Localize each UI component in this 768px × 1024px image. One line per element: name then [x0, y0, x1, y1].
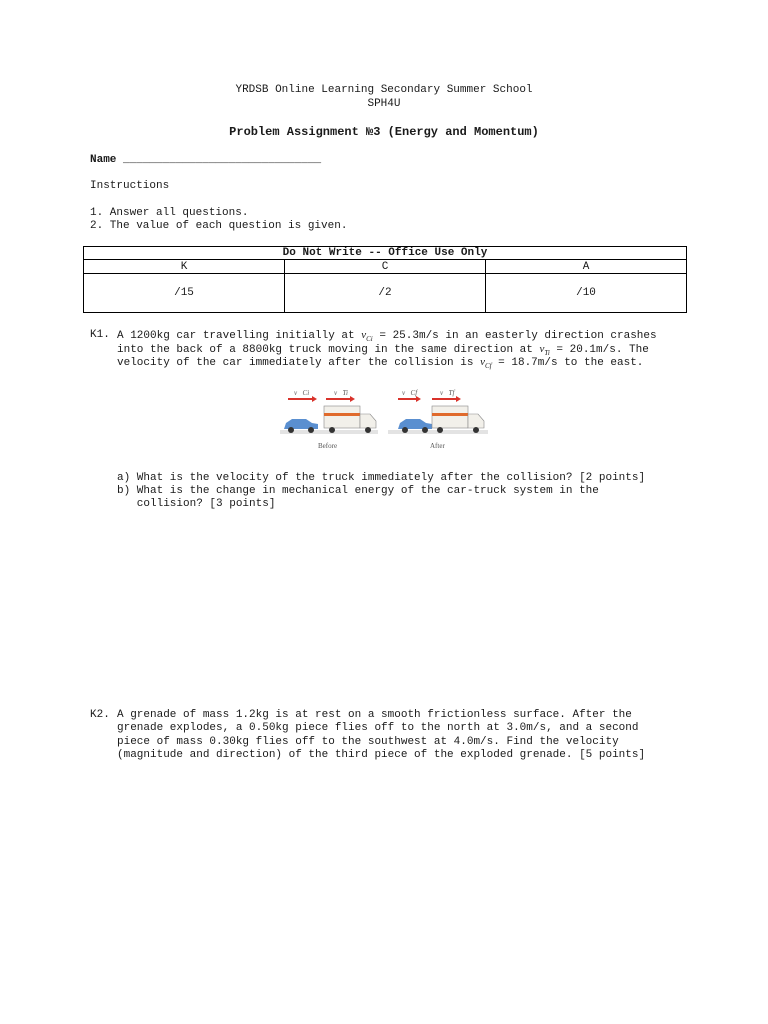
after-label: After	[430, 442, 445, 450]
question-k1-number: K1.	[90, 329, 110, 341]
wheel-icon	[308, 427, 314, 433]
question-k1-part-a: a) What is the velocity of the truck immediately after the collision? [2 points]	[117, 472, 646, 484]
question-k2-line: A grenade of mass 1.2kg is at rest on a smooth frictionless surface. After the	[117, 709, 632, 721]
car-icon	[284, 419, 318, 429]
office-table-title: Do Not Write -- Office Use Only	[84, 247, 687, 260]
arrow-label: v⃗Ci	[294, 389, 310, 397]
course-code: SPH4U	[367, 98, 401, 110]
arrow-label: v⃗Cf	[402, 389, 418, 397]
question-k1-part-b-cont: collision? [3 points]	[117, 498, 276, 510]
question-k2-line: grenade explodes, a 0.50kg piece flies off to the north at 3.0m/s, and a second	[117, 722, 639, 734]
before-panel	[280, 389, 378, 450]
wheel-icon	[473, 427, 479, 433]
arrow-icon	[456, 396, 461, 402]
question-k1-line: into the back of a 8800kg truck moving in the same direction at $v_{Ti} = 20.1m/s$. The	[117, 343, 649, 358]
arrow-label: v⃗Tf	[440, 389, 455, 397]
truck-icon	[324, 406, 360, 428]
question-k1-part-b: b) What is the change in mechanical energy of the car-truck system in the	[117, 485, 599, 497]
score-a: /10	[486, 274, 687, 313]
collision-figure	[278, 384, 490, 454]
car-icon	[398, 419, 432, 429]
question-k1-line: A 1200kg car travelling initially at $v_{Ci} = 25.3m/s$ in an easterly direction crashes	[117, 329, 657, 344]
before-label: Before	[318, 442, 338, 450]
question-k1-line: velocity of the car immediately after the collision is $v_{Cf} = 18.7m/s$ to the east.	[117, 356, 644, 371]
instruction-item: 1. Answer all questions.	[90, 207, 249, 219]
instruction-item: 2. The value of each question is given.	[90, 220, 348, 232]
school-name: YRDSB Online Learning Secondary Summer School	[235, 84, 533, 96]
name-label: Name	[90, 154, 117, 166]
arrow-icon	[312, 396, 317, 402]
wheel-icon	[437, 427, 443, 433]
truck-icon	[432, 406, 468, 428]
arrow-label: v⃗Ti	[334, 389, 349, 397]
question-k2-line: (magnitude and direction) of the third piece of the exploded grenade. [5 points]	[117, 749, 646, 761]
road	[280, 430, 378, 434]
name-blank: ______________________________	[123, 154, 322, 166]
name-row	[90, 154, 321, 168]
office-use-table	[83, 246, 687, 313]
truck-cab-icon	[468, 414, 484, 428]
wheel-icon	[288, 427, 294, 433]
wheel-icon	[422, 427, 428, 433]
assignment-title: Problem Assignment №3 (Energy and Momentum)	[229, 125, 539, 139]
column-header-k: K	[84, 260, 285, 274]
question-k2-number: K2.	[90, 709, 110, 721]
truck-cab-icon	[360, 414, 376, 428]
arrow-icon	[350, 396, 355, 402]
score-k: /15	[84, 274, 285, 313]
score-c: /2	[285, 274, 486, 313]
truck-stripe	[324, 413, 360, 416]
question-k2-line: piece of mass 0.30kg flies off to the southwest at 4.0m/s. Find the velocity	[117, 736, 619, 748]
after-panel	[388, 389, 488, 450]
wheel-icon	[402, 427, 408, 433]
wheel-icon	[329, 427, 335, 433]
wheel-icon	[365, 427, 371, 433]
truck-stripe	[432, 413, 468, 416]
column-header-a: A	[486, 260, 687, 274]
instructions-heading: Instructions	[90, 180, 170, 192]
column-header-c: C	[285, 260, 486, 274]
